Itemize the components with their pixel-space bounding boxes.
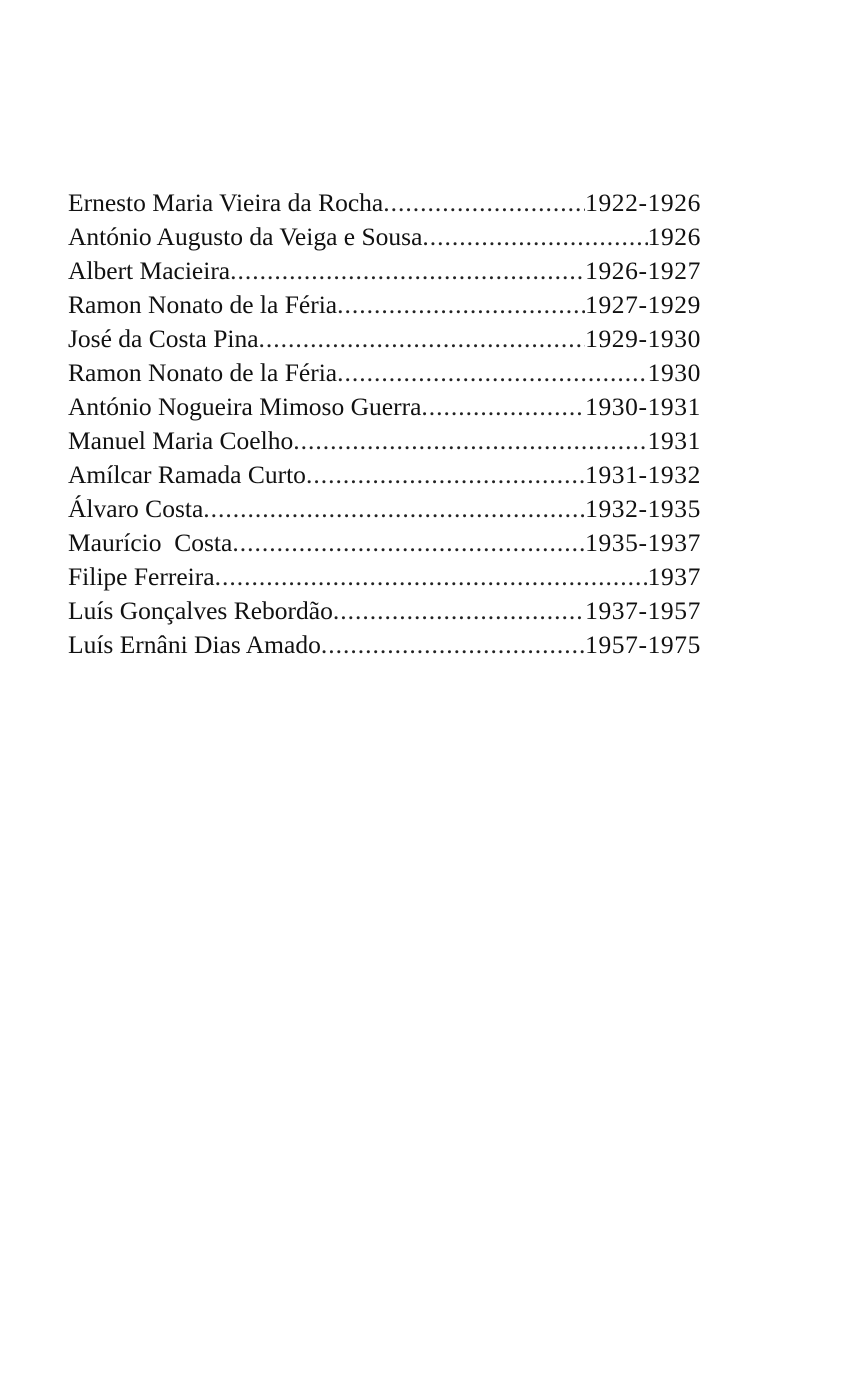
- entry-name: Manuel Maria Coelho: [68, 426, 294, 455]
- list-item: [68, 390, 701, 424]
- list-item: [68, 424, 701, 458]
- entry-years: 1926: [647, 222, 701, 251]
- entry-name: Ramon Nonato de la Féria: [68, 290, 338, 319]
- dot-leader: [306, 458, 585, 492]
- entry-years: 1931-1932: [585, 460, 701, 489]
- entry-years: 1922-1926: [585, 188, 701, 217]
- entry-name: Ernesto Maria Vieira da Rocha: [68, 188, 384, 217]
- dot-leader: [215, 560, 648, 594]
- dot-leader: [422, 220, 647, 254]
- entry-years: 1931: [647, 426, 701, 455]
- dot-leader: [230, 254, 585, 288]
- entry-years: 1929-1930: [585, 324, 701, 353]
- entry-years: 1937-1957: [585, 596, 701, 625]
- list-item: [68, 220, 701, 254]
- dot-leader: [259, 322, 586, 356]
- entry-name: Albert Macieira: [68, 256, 231, 285]
- entry-name: Ramon Nonato de la Féria: [68, 358, 338, 387]
- list-item: [68, 322, 701, 356]
- entry-years: 1927-1929: [585, 290, 701, 319]
- dot-leader: [337, 356, 647, 390]
- name-year-list: [68, 186, 701, 662]
- entry-name: Álvaro Costa: [68, 494, 204, 523]
- list-item: [68, 492, 701, 526]
- list-item: [68, 186, 701, 220]
- dot-leader: [383, 186, 585, 220]
- entry-name: Amílcar Ramada Curto: [68, 460, 306, 489]
- entry-name: Maurício Costa: [68, 528, 233, 557]
- entry-name: Luís Gonçalves Rebordão: [68, 596, 333, 625]
- dot-leader: [333, 594, 585, 628]
- list-item: [68, 628, 701, 662]
- entry-name: António Augusto da Veiga e Sousa: [68, 222, 423, 251]
- entry-years: 1930: [647, 358, 701, 387]
- list-item: [68, 526, 701, 560]
- entry-years: 1930-1931: [585, 392, 701, 421]
- dot-leader: [321, 628, 585, 662]
- list-item: [68, 594, 701, 628]
- entry-years: 1957-1975: [585, 630, 701, 659]
- entry-years: 1937: [647, 562, 701, 591]
- list-item: [68, 458, 701, 492]
- dot-leader: [421, 390, 585, 424]
- entry-name: José da Costa Pina: [68, 324, 259, 353]
- dot-leader: [337, 288, 585, 322]
- entry-name: Luís Ernâni Dias Amado: [68, 630, 321, 659]
- entry-name: António Nogueira Mimoso Guerra: [68, 392, 422, 421]
- list-item: [68, 560, 701, 594]
- list-item: [68, 288, 701, 322]
- dot-leader: [232, 526, 585, 560]
- dot-leader: [293, 424, 647, 458]
- entry-years: 1932-1935: [585, 494, 701, 523]
- dot-leader: [203, 492, 585, 526]
- entry-years: 1935-1937: [585, 528, 701, 557]
- list-item: [68, 356, 701, 390]
- list-item: [68, 254, 701, 288]
- entry-years: 1926-1927: [585, 256, 701, 285]
- entry-name: Filipe Ferreira: [68, 562, 215, 591]
